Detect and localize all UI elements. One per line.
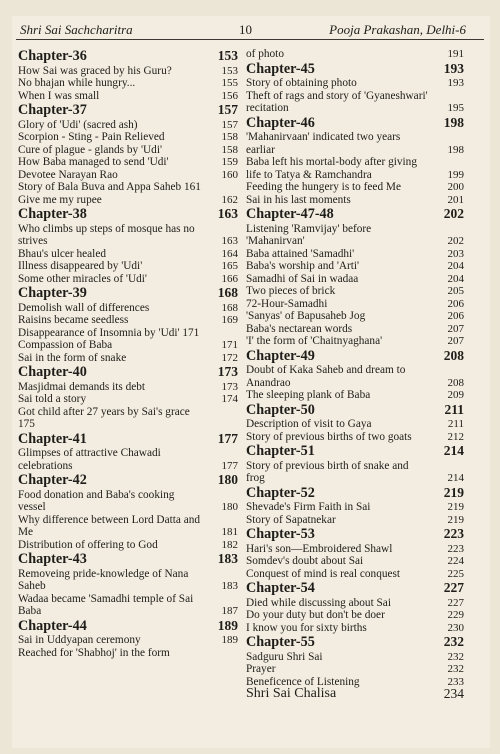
contents-entry bbox=[246, 310, 464, 323]
contents-entry-title: Do your duty but don't be doer bbox=[246, 609, 385, 621]
contents-entry-page: 160 bbox=[221, 168, 238, 181]
contents-entry-title: Beneficence of Listening bbox=[246, 675, 360, 688]
contents-entry-title: Baba's nectarean words bbox=[246, 322, 353, 335]
contents-entry-page: 204 bbox=[447, 260, 464, 272]
contents-entry bbox=[18, 248, 238, 261]
contents-heading-title: Shri Sai Chalisa bbox=[246, 686, 337, 701]
contents-entry-title: How Baba managed to send 'Udi' bbox=[18, 156, 169, 168]
contents-entry-title: Conquest of mind is real conquest bbox=[246, 567, 401, 580]
contents-entry-title: Glimpses of attractive Chawadi celebrations bbox=[18, 447, 161, 472]
contents-entry bbox=[246, 501, 464, 514]
contents-entry-title: Disappearance of Insomnia by 'Udi' 171 bbox=[18, 326, 200, 339]
contents-entry bbox=[18, 119, 238, 132]
contents-entry bbox=[18, 77, 238, 90]
contents-entry bbox=[246, 260, 464, 273]
contents-entry-title: Removeing pride-knowledge of Nana Saheb bbox=[18, 567, 189, 592]
chapter-heading-title: Chapter-50 bbox=[246, 401, 315, 418]
contents-entry-title: 72-Hour-Samadhi bbox=[246, 297, 328, 310]
contents-entry bbox=[246, 609, 464, 622]
contents-entry-page: 219 bbox=[447, 513, 464, 526]
contents-entry bbox=[18, 302, 238, 315]
chapter-heading-page: 198 bbox=[443, 114, 464, 130]
contents-entry bbox=[18, 381, 238, 394]
chapter-heading-title: Chapter-40 bbox=[18, 364, 87, 380]
contents-entry-page: 165 bbox=[221, 260, 238, 272]
contents-entry-page: 207 bbox=[447, 322, 464, 335]
chapter-heading bbox=[18, 551, 238, 568]
contents-entry-title: Food donation and Baba's cooking vessel bbox=[18, 488, 175, 513]
contents-entry bbox=[18, 65, 238, 78]
chapter-heading-page: 202 bbox=[443, 206, 464, 221]
contents-entry bbox=[18, 156, 238, 169]
contents-entry-title: Story of Bala Buva and Appa Saheb 161 bbox=[18, 181, 201, 193]
contents-entry bbox=[18, 406, 238, 431]
chapter-heading bbox=[18, 472, 238, 489]
contents-entry-page: 232 bbox=[447, 650, 464, 663]
contents-entry-page: 204 bbox=[447, 272, 464, 285]
contents-entry-title: 'Mahanirvaan' indicated two years earliar bbox=[246, 131, 401, 156]
contents-entry-page: 183 bbox=[221, 580, 238, 592]
contents-entry bbox=[18, 352, 238, 365]
contents-entry bbox=[246, 77, 464, 90]
contents-entry-title: Some other miracles of 'Udi' bbox=[18, 272, 147, 285]
contents-entry-page: 214 bbox=[447, 472, 464, 484]
contents-entry-title: Scorpion - Sting - Pain Relieved bbox=[18, 131, 165, 143]
contents-entry-page: 205 bbox=[447, 285, 464, 297]
chapter-heading-page: 232 bbox=[443, 634, 464, 649]
contents-entry-title: Bhau's ulcer healed bbox=[18, 247, 106, 260]
chapter-heading-title: Chapter-49 bbox=[246, 347, 315, 364]
chapter-heading bbox=[246, 115, 464, 132]
chapter-heading-title: Chapter-55 bbox=[246, 634, 315, 650]
contents-entry-page: 169 bbox=[221, 314, 238, 326]
contents-entry bbox=[246, 181, 464, 194]
contents-entry-title: Distribution of offering to God bbox=[18, 538, 158, 551]
chapter-heading-page: 157 bbox=[217, 102, 238, 117]
contents-right-column bbox=[246, 48, 464, 701]
contents-entry-title: Prayer bbox=[246, 663, 276, 675]
contents-entry bbox=[18, 223, 238, 248]
contents-entry-title: I know you for sixty births bbox=[246, 621, 367, 634]
chapter-heading-page: 163 bbox=[217, 206, 238, 221]
contents-entry-page: 171 bbox=[221, 339, 238, 351]
contents-entry-page: 180 bbox=[221, 501, 238, 513]
contents-entry bbox=[18, 647, 238, 660]
chapter-heading bbox=[246, 402, 464, 419]
contents-entry-title: Demolish wall of differences bbox=[18, 301, 150, 314]
contents-entry-page: 233 bbox=[447, 675, 464, 688]
contents-entry bbox=[18, 489, 238, 514]
contents-entry-title: Illness disappeared by 'Udi' bbox=[18, 260, 143, 272]
contents-entry-page: 208 bbox=[447, 376, 464, 389]
chapter-heading-page: 227 bbox=[443, 580, 464, 595]
chapter-heading bbox=[246, 580, 464, 597]
contents-entry-page: 187 bbox=[221, 605, 238, 617]
contents-entry-page: 172 bbox=[221, 351, 238, 364]
publisher-name: Pooja Prakashan, Delhi-6 bbox=[329, 22, 466, 37]
contents-entry-title: Story of previous birth of snake and frog bbox=[246, 459, 409, 484]
contents-entry bbox=[246, 248, 464, 261]
contents-entry bbox=[18, 144, 238, 157]
chapter-heading-title: Chapter-38 bbox=[18, 206, 87, 222]
contents-entry-page: 174 bbox=[221, 393, 238, 405]
contents-entry-title: 'Sanyas' of Bapusaheb Jog bbox=[246, 310, 366, 322]
chapter-heading-title: Chapter-45 bbox=[246, 60, 315, 77]
contents-entry bbox=[246, 90, 464, 115]
contents-entry-title: Sai in Uddyapan ceremony bbox=[18, 634, 141, 646]
contents-entry-page: 229 bbox=[447, 609, 464, 621]
contents-entry-title: Masjidmai demands its debt bbox=[18, 380, 146, 393]
contents-entry-page: 158 bbox=[221, 143, 238, 156]
contents-entry-page: 157 bbox=[221, 118, 238, 131]
contents-entry bbox=[246, 431, 464, 444]
contents-entry bbox=[246, 131, 464, 156]
contents-entry-page: 230 bbox=[447, 621, 464, 634]
contents-entry-page: 198 bbox=[447, 143, 464, 156]
contents-entry bbox=[18, 169, 238, 182]
contents-entry-title: Story of previous births of two goats bbox=[246, 430, 412, 443]
contents-entry bbox=[246, 156, 464, 181]
contents-entry-title: Samadhi of Sai in wadaa bbox=[246, 272, 359, 285]
chapter-heading-title: Chapter-42 bbox=[18, 472, 87, 488]
book-title: Shri Sai Sachcharitra bbox=[20, 22, 133, 37]
chapter-heading-title: Chapter-44 bbox=[18, 617, 87, 634]
contents-entry-title: Feeding the hungery is to feed Me bbox=[246, 181, 401, 193]
contents-entry-page: 207 bbox=[447, 335, 464, 347]
contents-entry-page: 158 bbox=[221, 131, 238, 143]
contents-entry-title: Two pieces of brick bbox=[246, 285, 336, 297]
contents-entry-title: Cure of plague - glands by 'Udi' bbox=[18, 143, 162, 156]
chapter-heading-page: 183 bbox=[217, 551, 238, 566]
chapter-heading-title: Chapter-54 bbox=[246, 580, 315, 596]
contents-entry-title: Glory of 'Udi' (sacred ash) bbox=[18, 118, 138, 131]
contents-entry-title: Theft of rags and story of 'Gyaneshwari' recitation bbox=[246, 89, 428, 114]
contents-entry-page: 155 bbox=[221, 77, 238, 89]
chapter-heading bbox=[18, 48, 238, 65]
contents-left-column bbox=[18, 48, 238, 659]
chapter-heading-title: Chapter-52 bbox=[246, 484, 315, 501]
contents-entry-page: 206 bbox=[447, 297, 464, 310]
contents-entry-page: 182 bbox=[221, 538, 238, 551]
contents-entry-title: Compassion of Baba bbox=[18, 339, 113, 351]
contents-entry bbox=[18, 447, 238, 472]
contents-entry-title: Hari's son—Embroidered Shawl bbox=[246, 542, 393, 555]
contents-entry-page: 201 bbox=[447, 193, 464, 206]
contents-entry-page: 224 bbox=[447, 555, 464, 567]
chapter-heading bbox=[18, 431, 238, 448]
chapter-heading bbox=[18, 102, 238, 119]
contents-entry-page: 163 bbox=[221, 235, 238, 247]
contents-entry-page: 177 bbox=[221, 459, 238, 472]
chapter-heading-page: 208 bbox=[443, 347, 464, 363]
contents-entry bbox=[18, 194, 238, 207]
contents-entry bbox=[246, 543, 464, 556]
contents-entry bbox=[18, 181, 238, 194]
contents-entry bbox=[18, 514, 238, 539]
contents-entry bbox=[18, 634, 238, 647]
contents-entry bbox=[246, 335, 464, 348]
contents-entry-title: Died while discussing about Sai bbox=[246, 596, 391, 609]
contents-entry bbox=[18, 339, 238, 352]
contents-entry-page: 209 bbox=[447, 389, 464, 401]
contents-entry-page: 159 bbox=[221, 156, 238, 168]
contents-entry-page: 203 bbox=[447, 247, 464, 260]
contents-entry bbox=[246, 285, 464, 298]
chapter-heading-page: 189 bbox=[217, 617, 238, 633]
contents-entry-page: 199 bbox=[447, 168, 464, 181]
chapter-heading bbox=[246, 526, 464, 543]
contents-entry-title: Story of Sapatnekar bbox=[246, 513, 336, 526]
contents-entry bbox=[246, 663, 464, 676]
contents-entry-title: Give me my rupee bbox=[18, 193, 102, 206]
contents-entry-page: 156 bbox=[221, 89, 238, 102]
contents-entry bbox=[18, 327, 238, 340]
contents-entry-title: 'I' the form of 'Chaitnyaghana' bbox=[246, 335, 383, 347]
contents-entry-title: Shevade's Firm Faith in Sai bbox=[246, 501, 371, 513]
contents-entry bbox=[246, 48, 464, 61]
chapter-heading bbox=[246, 348, 464, 365]
contents-entry-title: Got child after 27 years by Sai's grace 175 bbox=[18, 405, 190, 430]
contents-entry-title: Sai in the form of snake bbox=[18, 351, 127, 364]
chapter-heading-title: Chapter-41 bbox=[18, 430, 87, 447]
contents-entry-page: 168 bbox=[221, 301, 238, 314]
chapter-heading-title: Chapter-53 bbox=[246, 526, 315, 542]
contents-heading bbox=[246, 688, 464, 701]
contents-entry-page: 206 bbox=[447, 310, 464, 322]
chapter-heading bbox=[18, 285, 238, 302]
chapter-heading-title: Chapter-37 bbox=[18, 102, 87, 118]
chapter-heading-title: Chapter-46 bbox=[246, 114, 315, 131]
contents-entry-page: 200 bbox=[447, 181, 464, 193]
contents-entry-title: Raisins became seedless bbox=[18, 314, 129, 326]
contents-entry-page: 166 bbox=[221, 272, 238, 285]
contents-entry-title: of photo bbox=[246, 48, 284, 60]
contents-entry bbox=[246, 514, 464, 527]
contents-entry-title: Why difference between Lord Datta and Me bbox=[18, 513, 201, 538]
contents-entry bbox=[246, 194, 464, 207]
contents-entry bbox=[246, 273, 464, 286]
contents-entry bbox=[18, 131, 238, 144]
chapter-heading bbox=[246, 206, 464, 223]
contents-entry-title: Baba attained 'Samadhi' bbox=[246, 247, 355, 260]
contents-entry-title: Description of visit to Gaya bbox=[246, 418, 372, 430]
contents-entry bbox=[246, 622, 464, 635]
contents-entry bbox=[246, 651, 464, 664]
contents-entry bbox=[18, 314, 238, 327]
contents-entry-title: Reached for 'Shabhoj' in the form bbox=[18, 646, 170, 659]
contents-entry-title: The sleeping plank of Baba bbox=[246, 389, 371, 401]
chapter-heading-page: 193 bbox=[443, 60, 464, 76]
contents-entry-title: Doubt of Kaka Saheb and dream to Anandrao bbox=[246, 364, 406, 389]
chapter-heading-page: 177 bbox=[217, 430, 238, 446]
contents-entry bbox=[246, 555, 464, 568]
contents-entry-page: 193 bbox=[447, 77, 464, 89]
chapter-heading-page: 219 bbox=[443, 484, 464, 500]
chapter-heading-page: 211 bbox=[444, 401, 464, 417]
contents-entry-page: 219 bbox=[447, 501, 464, 513]
contents-entry-page: 227 bbox=[447, 596, 464, 609]
contents-entry bbox=[246, 223, 464, 248]
chapter-heading bbox=[246, 485, 464, 502]
contents-entry-page: 195 bbox=[447, 102, 464, 114]
contents-entry-title: Listening 'Ramvijay' before 'Mahanirvan' bbox=[246, 222, 372, 247]
contents-entry-page: 232 bbox=[447, 663, 464, 675]
contents-entry-title: How Sai was graced by his Guru? bbox=[18, 64, 172, 77]
contents-entry-title: Sai in his last moments bbox=[246, 193, 351, 206]
contents-entry bbox=[18, 393, 238, 406]
contents-entry-title: Baba left his mortal-body after giving life to Tatya & Ramchandra bbox=[246, 156, 417, 181]
contents-entry bbox=[18, 593, 238, 618]
chapter-heading-title: Chapter-47-48 bbox=[246, 206, 334, 222]
contents-entry-page: 191 bbox=[447, 48, 464, 60]
contents-entry-title: No bhajan while hungry... bbox=[18, 77, 136, 89]
contents-entry-title: When I was small bbox=[18, 89, 100, 102]
contents-entry bbox=[246, 418, 464, 431]
contents-entry-title: Wadaa became 'Samadhi temple of Sai Baba bbox=[18, 592, 194, 617]
contents-entry bbox=[246, 323, 464, 336]
chapter-heading bbox=[246, 61, 464, 78]
contents-entry-page: 202 bbox=[447, 235, 464, 247]
chapter-heading-title: Chapter-36 bbox=[18, 48, 87, 64]
contents-entry-page: 223 bbox=[447, 542, 464, 555]
contents-entry bbox=[246, 389, 464, 402]
contents-entry bbox=[246, 298, 464, 311]
chapter-heading bbox=[18, 206, 238, 223]
contents-entry bbox=[18, 539, 238, 552]
chapter-heading-title: Chapter-51 bbox=[246, 443, 315, 459]
chapter-heading bbox=[246, 634, 464, 651]
contents-entry bbox=[246, 460, 464, 485]
contents-heading-page: 234 bbox=[443, 686, 464, 701]
contents-entry-page: 153 bbox=[221, 64, 238, 77]
chapter-heading bbox=[18, 618, 238, 635]
chapter-heading-page: 168 bbox=[217, 285, 238, 300]
contents-entry bbox=[246, 568, 464, 581]
contents-entry bbox=[18, 90, 238, 103]
chapter-heading-page: 153 bbox=[217, 48, 238, 63]
chapter-heading bbox=[18, 364, 238, 381]
contents-entry-title: Devotee Narayan Rao bbox=[18, 168, 118, 181]
contents-entry-title: Baba's worship and 'Arti' bbox=[246, 260, 360, 272]
contents-entry bbox=[246, 364, 464, 389]
contents-entry-title: Story of obtaining photo bbox=[246, 77, 357, 89]
chapter-heading-title: Chapter-43 bbox=[18, 551, 87, 567]
chapter-heading-page: 173 bbox=[217, 364, 238, 379]
contents-entry-page: 212 bbox=[447, 430, 464, 443]
contents-entry bbox=[18, 260, 238, 273]
contents-entry-page: 225 bbox=[447, 567, 464, 580]
contents-entry-page: 189 bbox=[221, 634, 238, 646]
page-number: 10 bbox=[239, 22, 252, 37]
chapter-heading-page: 214 bbox=[443, 443, 464, 458]
header-divider bbox=[16, 39, 484, 40]
contents-entry-title: Sai told a story bbox=[18, 393, 87, 405]
contents-entry bbox=[18, 568, 238, 593]
contents-entry-page: 181 bbox=[221, 526, 238, 538]
chapter-heading-page: 180 bbox=[217, 472, 238, 487]
contents-entry-title: Somdev's doubt about Sai bbox=[246, 555, 364, 567]
chapter-heading-title: Chapter-39 bbox=[18, 285, 87, 301]
contents-entry-page: 173 bbox=[221, 380, 238, 393]
contents-entry bbox=[18, 273, 238, 286]
contents-entry-page: 211 bbox=[447, 418, 464, 430]
contents-entry-page: 162 bbox=[221, 193, 238, 206]
contents-entry-title: Sadguru Shri Sai bbox=[246, 650, 323, 663]
contents-entry bbox=[246, 597, 464, 610]
contents-entry-title: Who climbs up steps of mosque has no strives bbox=[18, 222, 195, 247]
page-header bbox=[12, 22, 478, 38]
chapter-heading-page: 223 bbox=[443, 526, 464, 541]
contents-entry-page: 164 bbox=[221, 247, 238, 260]
chapter-heading bbox=[246, 443, 464, 460]
